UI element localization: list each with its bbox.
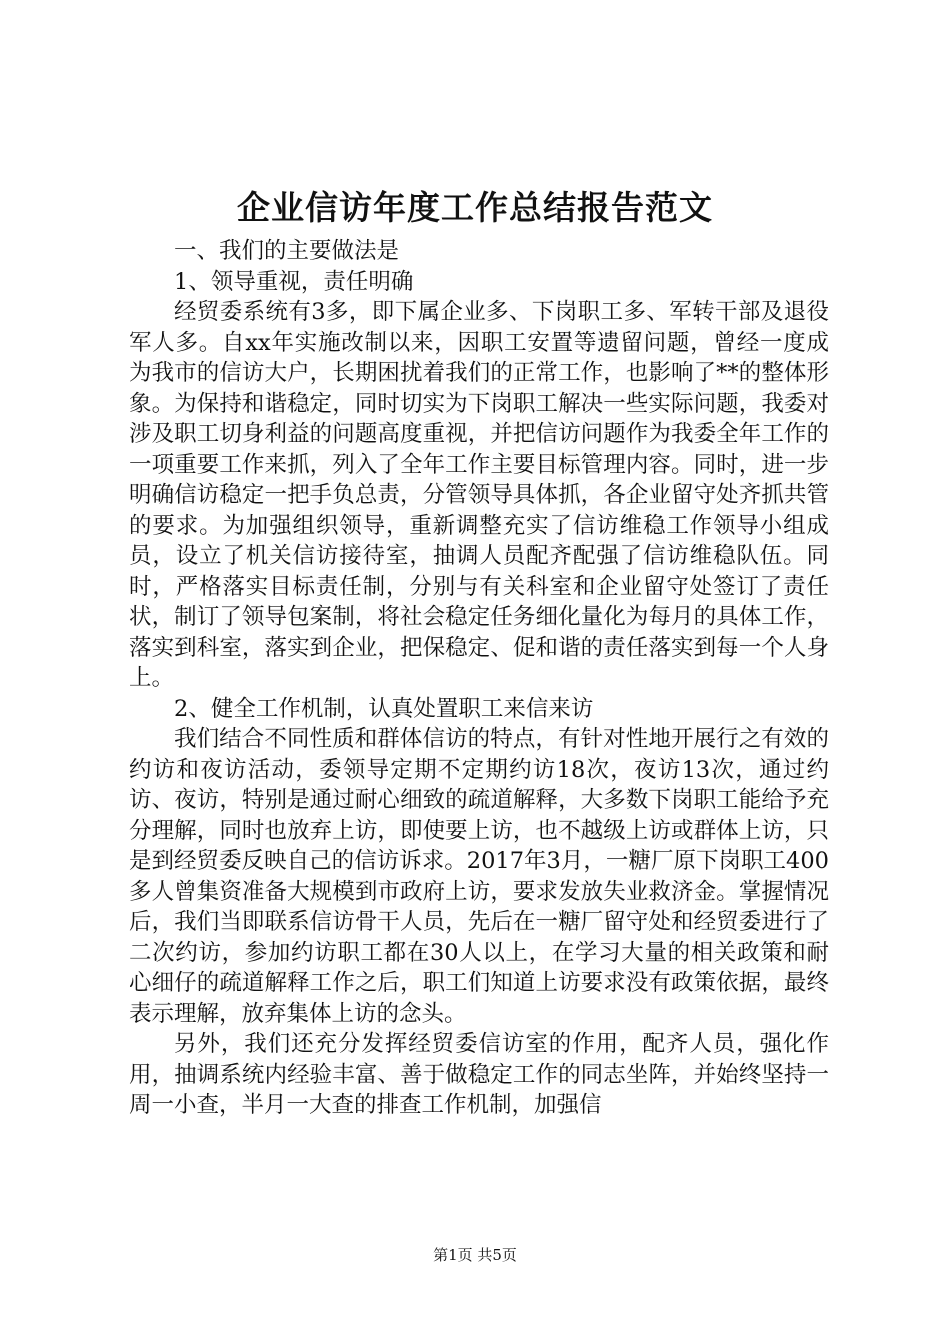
- subsection-heading: 1、领导重视，责任明确: [174, 268, 414, 295]
- subsection-heading: 2、健全工作机制，认真处置职工来信来访: [174, 695, 594, 722]
- body-paragraph: 我们结合不同性质和群体信访的特点，有针对性地开展行之有效的约访和夜访活动，委领导定期不定期约访18次，夜访13次，通过约访、夜访，特别是通过耐心细致的疏道解释，大多数下岗职工能给予充分理解，同时也放弃上访，即使要上访，也不越级上访或群体上访，只是到经贸委反映自己的信访诉求。2017年3月，一糖厂原下岗职工400多人曾集资准备大规模到市政府上访，要求发放失业救济金。掌握情况后，我们当即联系信访骨干人员，先后在一糖厂留守处和经贸委进行了二次约访，参加约访职工都在30人以上，在学习大量的相关政策和耐心细仔的疏道解释工作之后，职工们知道上访要求没有政策依据，最终表示理解，放弃集体上访的念头。: [129, 726, 829, 1027]
- document-title: 企业信访年度工作总结报告范文: [237, 188, 713, 227]
- body-paragraph: 经贸委系统有3多，即下属企业多、下岗职工多、军转干部及退役军人多。自xx年实施改制以来，因职工安置等遗留问题，曾经一度成为我市的信访大户，长期困扰着我们的正常工作，也影响了**的整体形象。为保持和谐稳定，同时切实为下岗职工解决一些实际问题，我委对涉及职工切身利益的问题高度重视，并把信访问题作为我委全年工作的一项重要工作来抓，列入了全年工作主要目标管理内容。同时，进一步明确信访稳定一把手负总责，分管领导具体抓，各企业留守处齐抓共管的要求。为加强组织领导，重新调整充实了信访维稳工作领导小组成员，设立了机关信访接待室，抽调人员配齐配强了信访维稳队伍。同时，严格落实目标责任制，分别与有关科室和企业留守处签订了责任状，制订了领导包案制，将社会稳定任务细化量化为每月的具体工作，落实到科室，落实到企业，把保稳定、促和谐的责任落实到每一个人身上。: [129, 299, 829, 691]
- document-body: [129, 236, 829, 1121]
- body-paragraph: 另外，我们还充分发挥经贸委信访室的作用，配齐人员，强化作用，抽调系统内经验丰富、善于做稳定工作的同志坐阵，并始终坚持一周一小查，半月一大查的排查工作机制，加强信: [129, 1031, 829, 1118]
- page-footer: 第1页 共5页: [433, 1246, 517, 1264]
- section-heading: 一、我们的主要做法是: [174, 238, 400, 264]
